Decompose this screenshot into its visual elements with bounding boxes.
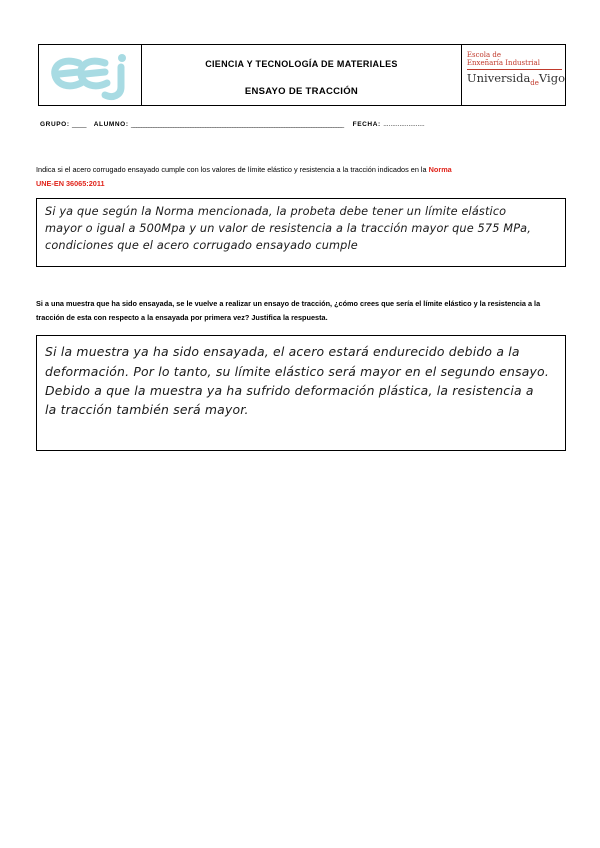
group-field[interactable]: ____ — [72, 121, 87, 128]
answer-1-line: mayor o igual a 500Mpa y un valor de resistencia a la tracción mayor que 575 MPa, — [45, 222, 531, 235]
header-titles — [142, 45, 462, 105]
answer-2-line: Debido a que la muestra ya ha sufrido deformación plástica, la resistencia a — [45, 383, 534, 398]
document-header — [38, 44, 566, 106]
date-field[interactable]: ....................... — [383, 121, 425, 128]
answer-2-line: la tracción también será mayor. — [45, 402, 249, 417]
student-field[interactable]: ______________________________________________________________________________________ — [131, 121, 343, 128]
subject-title: CIENCIA Y TECNOLOGÍA DE MATERIALES — [205, 59, 398, 69]
answer-1-line: Si ya que según la Norma mencionada, la probeta debe tener un límite elástico — [45, 205, 507, 218]
question-1-text: Indica si el acero corrugado ensayado cumple con los valores de límite elástico y resistencia a la tracción indicados en la — [36, 165, 429, 174]
date-label: FECHA: — [352, 121, 381, 128]
student-info-row — [40, 121, 425, 128]
answer-1-line: condiciones que el acero corrugado ensayado cumple — [45, 239, 358, 252]
answer-2-line: deformación. Por lo tanto, su límite elástico será mayor en el segundo ensayo. — [45, 364, 549, 379]
answer-2-box[interactable] — [36, 335, 566, 451]
question-1 — [36, 163, 566, 191]
norm-reference-a: Norma — [428, 165, 452, 174]
university-name-de: de — [530, 79, 539, 87]
university-name — [467, 71, 565, 85]
school-logo-cell — [39, 45, 142, 105]
question-2: Si a una muestra que ha sido ensayada, se le vuelve a realizar un ensayo de tracción, ¿cómo crees que sería el límite elástico y la resistencia a la tracción de esta con respecto a la ensayada por primera vez? Justifica la respuesta. — [36, 299, 541, 322]
university-name-part2: Vigo — [538, 71, 565, 85]
group-label: GRUPO: — [40, 121, 70, 128]
university-logo — [462, 45, 565, 105]
eei-logo-icon — [39, 45, 142, 105]
university-name-part1: Universida — [466, 71, 531, 85]
answer-2-line: Si la muestra ya ha sido ensayada, el acero estará endurecido debido a la — [45, 344, 520, 359]
norm-reference-b: UNE-EN 36065:2011 — [36, 179, 105, 188]
logo-divider — [467, 69, 562, 70]
student-label: ALUMNO: — [93, 121, 129, 128]
test-title: ENSAYO DE TRACCIÓN — [244, 86, 359, 97]
school-name-line1: Escola de — [466, 51, 502, 59]
answer-1-box[interactable] — [36, 198, 566, 267]
school-name-line2: Enxeñaría Industrial — [466, 59, 540, 67]
